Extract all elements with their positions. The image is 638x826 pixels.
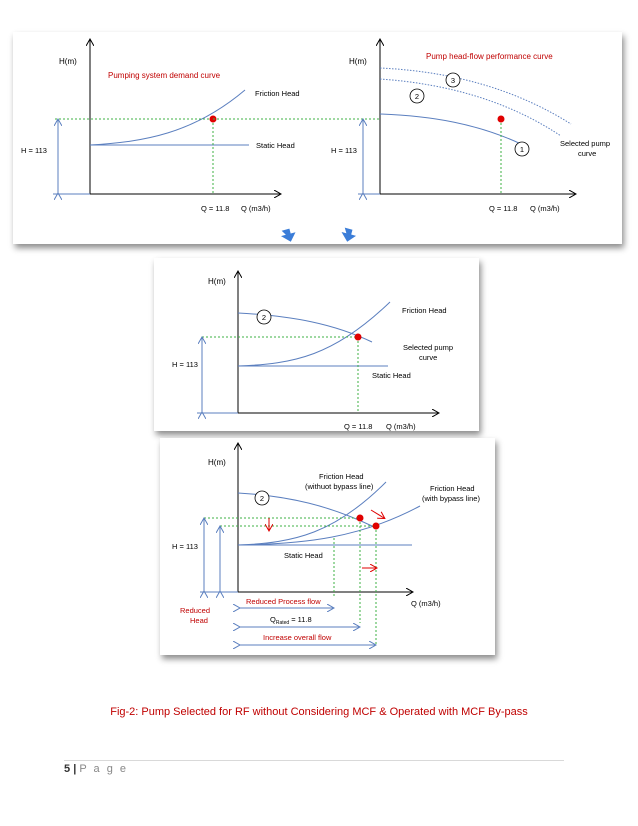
p2-curve-number: 2 (261, 313, 267, 322)
p2-h-label: H = 113 (172, 360, 198, 369)
right-title: Pump head-flow performance curve (426, 52, 553, 61)
left-static-label: Static Head (256, 141, 295, 150)
figure-caption: Fig-2: Pump Selected for RF without Considering MCF & Operated with MCF By-pass (110, 706, 528, 718)
p2-y-label: H(m) (208, 277, 226, 286)
p2-operating-point (355, 334, 362, 341)
page-word: P a g e (79, 763, 128, 775)
left-h-label: H = 113 (21, 146, 47, 155)
p3-curve-number: 2 (259, 494, 265, 503)
left-title: Pumping system demand curve (108, 71, 221, 80)
footer-rule (64, 760, 564, 761)
p2-x-label: Q (m3/h) (386, 422, 416, 431)
p3-friction2-label-1: Friction Head (430, 484, 475, 493)
right-q-label: Q = 11.8 (489, 204, 518, 213)
panel-bypass-operation (160, 438, 495, 655)
p3-friction2-label-2: (with bypass line) (422, 494, 480, 503)
p3-static-label: Static Head (284, 551, 323, 560)
p2-q-label: Q = 11.8 (344, 422, 373, 431)
left-friction-label: Friction Head (255, 89, 300, 98)
p3-friction1-label-2: (withuot bypass line) (305, 482, 374, 491)
p3-x-label: Q (m3/h) (411, 599, 441, 608)
page-number: 5 (64, 763, 71, 775)
p2-static-label: Static Head (372, 371, 411, 380)
left-y-label: H(m) (59, 57, 77, 66)
right-h-label: H = 113 (331, 146, 357, 155)
page-separator: | (73, 763, 77, 775)
curve-number-2: 2 (414, 92, 420, 101)
p3-h-label: H = 113 (172, 542, 198, 551)
down-arrow-left (280, 227, 298, 243)
diagram-svg-3 (160, 438, 495, 655)
right-y-label: H(m) (349, 57, 367, 66)
p3-red-arrow-diag (371, 510, 384, 518)
curve-number-3: 3 (450, 76, 456, 85)
p3-operating-point-1 (357, 515, 364, 522)
page-footer (64, 763, 128, 775)
p3-operating-point-2 (373, 523, 380, 530)
down-arrow-right (339, 227, 357, 243)
curve-number-1: 1 (519, 145, 525, 154)
left-q-label: Q = 11.8 (201, 204, 230, 213)
p3-reduced-head-label-1: Reduced (180, 606, 211, 615)
panel-selected-pump-operating-point (154, 258, 479, 431)
p3-y-label: H(m) (208, 458, 226, 467)
right-x-label: Q (m3/h) (530, 204, 560, 213)
right-selected-label-2: curve (578, 149, 597, 158)
diagram-svg-2 (154, 258, 479, 431)
p3-reduced-head-label-2: Head (190, 616, 208, 625)
p3-qrated-label: $Q_{Rated} = 11.8$ (270, 615, 312, 626)
p2-selected-label-1: Selected pump (403, 343, 454, 352)
p3-increase-flow-label: Increase overall flow (263, 633, 332, 642)
p2-friction-label: Friction Head (402, 306, 447, 315)
p3-friction1-label-1: Friction Head (319, 472, 364, 481)
p3-reduced-flow-label: Reduced Process flow (246, 597, 321, 606)
left-x-label: Q (m3/h) (241, 204, 271, 213)
p2-selected-label-2: curve (419, 353, 438, 362)
right-selected-label-1: Selected pump (560, 139, 611, 148)
